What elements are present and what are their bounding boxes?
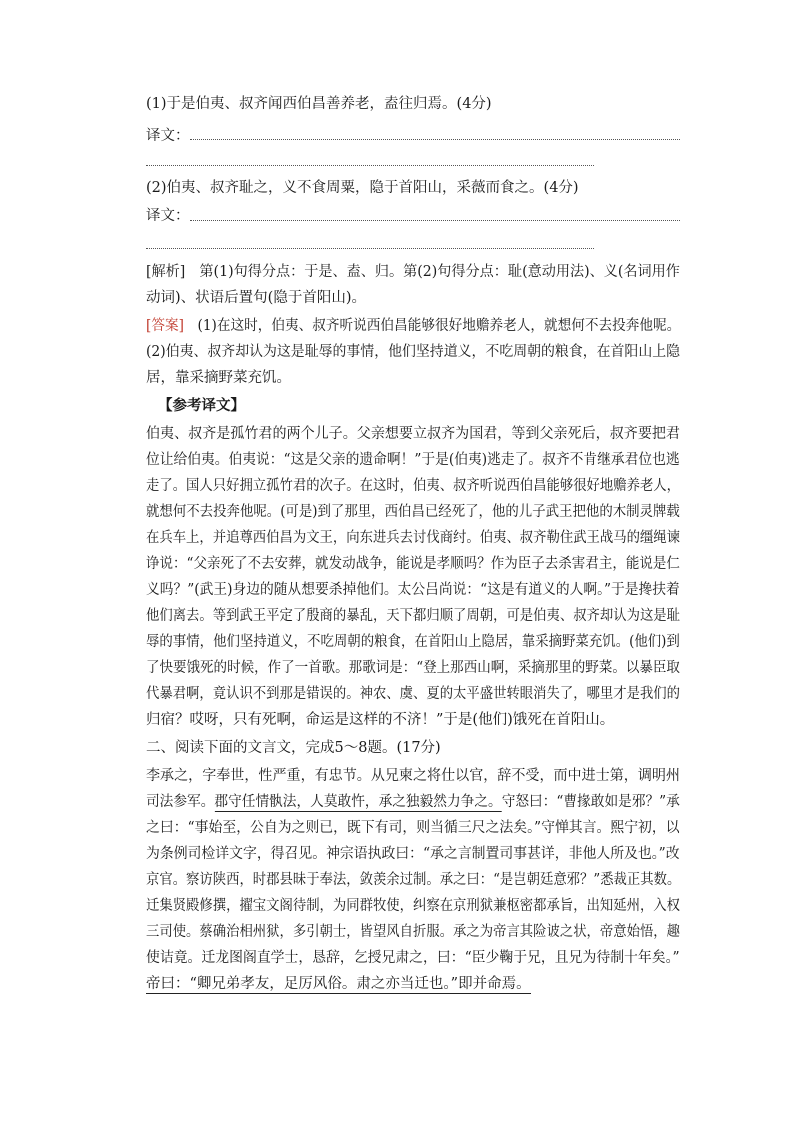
analysis-line-2: 动词)、状语后置句(隐于首阳山)。 bbox=[146, 290, 366, 306]
analysis-line-1 bbox=[146, 262, 680, 282]
passage-line: 为条例司检详文字，得召见。神宗语执政曰：“承之言制置司事甚详，非他人所及也。”改 bbox=[146, 846, 680, 862]
passage-line: 京官。察访陕西，时郡县昧于奉法，敛羡余过制。承之曰：“是岂朝廷意邪？”悉裁正其数。 bbox=[146, 872, 681, 888]
reference-line: 代暴君啊，竟认识不到那是错误的。神农、虞、夏的太平盛世转眼消失了，哪里才是我们的 bbox=[146, 686, 681, 702]
passage-line: 三司使。蔡确治相州狱，多引朝士，皆望风自折服。承之为帝言其险诐之状，帝意始悟，趣 bbox=[146, 924, 681, 940]
translation-label-2: 译文： bbox=[146, 208, 190, 224]
reference-line: 走了。国人只好拥立孤竹君的次子。在这时，伯夷、叔齐听说西伯昌能够很好地赡养老人， bbox=[146, 478, 681, 494]
reference-line: 义吗？”(武王)身边的随从想要杀掉他们。太公吕尚说：“这是有道义的人啊。”于是搀扶着 bbox=[146, 582, 680, 598]
reference-line: 就想何不去投奔他呢。(可是)到了那里，西伯昌已经死了，他的儿子武王把他的木制灵牌载 bbox=[146, 504, 680, 520]
passage-text: 即并命焉。 bbox=[458, 976, 531, 992]
passage-text: 守怒曰：“曹掾敢如是邪？”承 bbox=[501, 794, 680, 810]
reference-line: 在兵车上，并追尊西伯昌为文王，向东进兵去讨伐商纣。伯夷、叔齐勒住武王战马的缰绳谏 bbox=[146, 530, 681, 546]
reference-line: 位让给伯夷。伯夷说：“这是父亲的遗命啊！”于是(伯夷)逃走了。叔齐不肯继承君位也逃 bbox=[146, 452, 680, 468]
passage-line: 之曰：“事始至，公自为之则已，既下有司，则当循三尺之法矣。”守惮其言。熙宁初，以 bbox=[146, 820, 680, 836]
reference-line: 伯夷、叔齐是孤竹君的两个儿子。父亲想要立叔齐为国君，等到父亲死后，叔齐要把君 bbox=[146, 426, 680, 442]
answer-line-2: (2)伯夷、叔齐却认为这是耻辱的事情，他们坚持道义，不吃周朝的粮食，在首阳山上隐 bbox=[146, 344, 681, 360]
passage-line: 李承之，字奉世，性严重，有忠节。从兄柬之将仕以官，辞不受，而中进士第，调明州 bbox=[146, 768, 680, 784]
question-2: (2)伯夷、叔齐耻之，义不食周粟，隐于首阳山，采薇而食之。(4分) bbox=[146, 180, 579, 196]
analysis-text: 第(1)句得分点：于是、盍、归。第(2)句得分点：耻(意动用法)、义(名词用作 bbox=[185, 264, 680, 280]
section-2-heading: 二、阅读下面的文言文，完成5～8题。(17分) bbox=[146, 740, 441, 756]
answer-blank-line[interactable] bbox=[190, 139, 680, 140]
passage-line bbox=[146, 974, 531, 994]
reference-heading: 【参考译文】 bbox=[158, 397, 245, 414]
passage-line: 迁集贤殿修撰，擢宝文阁待制，为同群牧使，纠察在京刑狱兼枢密都承旨，出知延州，入权 bbox=[146, 898, 681, 914]
reference-line: 归宿？哎呀，只有死啊，命运是这样的不济！”于是(他们)饿死在首阳山。 bbox=[146, 712, 615, 728]
passage-text: 司法参军。 bbox=[146, 794, 215, 810]
underlined-sentence-1: 郡守任情骫法，人莫敢忤，承之独毅然力争之。 bbox=[214, 794, 502, 810]
answer-label: [答案] bbox=[146, 318, 184, 334]
answer-blank-line[interactable] bbox=[146, 248, 594, 249]
answer-blank-line[interactable] bbox=[146, 165, 594, 166]
answer-text: (1)在这时，伯夷、叔齐听说西伯昌能够很好地赡养老人，就想何不去投奔他呢。 bbox=[183, 318, 681, 334]
answer-blank-line[interactable] bbox=[190, 220, 680, 221]
reference-line: 他们离去。等到武王平定了殷商的暴乱，天下都归顺了周朝，可是伯夷、叔齐却认为这是耻 bbox=[146, 608, 681, 624]
translation-label-1: 译文： bbox=[146, 128, 190, 144]
reference-line: 诤说：“父亲死了不去安葬，就发动战争，能说是孝顺吗？作为臣子去杀害君主，能说是仁 bbox=[146, 556, 680, 572]
answer-line-3: 居，靠采摘野菜充饥。 bbox=[146, 370, 291, 386]
passage-line bbox=[146, 792, 680, 812]
passage-line: 使诘竟。迁龙图阁直学士，恳辞，乞授兄肃之，曰：“臣少鞠于兄，且兄为待制十年矣。” bbox=[146, 950, 680, 966]
underlined-sentence-2: 帝曰：“卿兄弟孝友，足厉风俗。肃之亦当迁也。” bbox=[146, 976, 459, 992]
analysis-label: [解析] bbox=[146, 264, 186, 280]
question-1: (1)于是伯夷、叔齐闻西伯昌善养老，盍往归焉。(4分) bbox=[146, 96, 492, 112]
reference-line: 了快要饿死的时候，作了一首歌。那歌词是：“登上那西山啊，采摘那里的野菜。以暴臣取 bbox=[146, 660, 680, 676]
answer-line-1 bbox=[146, 316, 680, 336]
reference-line: 辱的事情，他们坚持道义，不吃周朝的粮食，在首阳山上隐居，靠采摘野菜充饥。(他们)到 bbox=[146, 634, 680, 650]
